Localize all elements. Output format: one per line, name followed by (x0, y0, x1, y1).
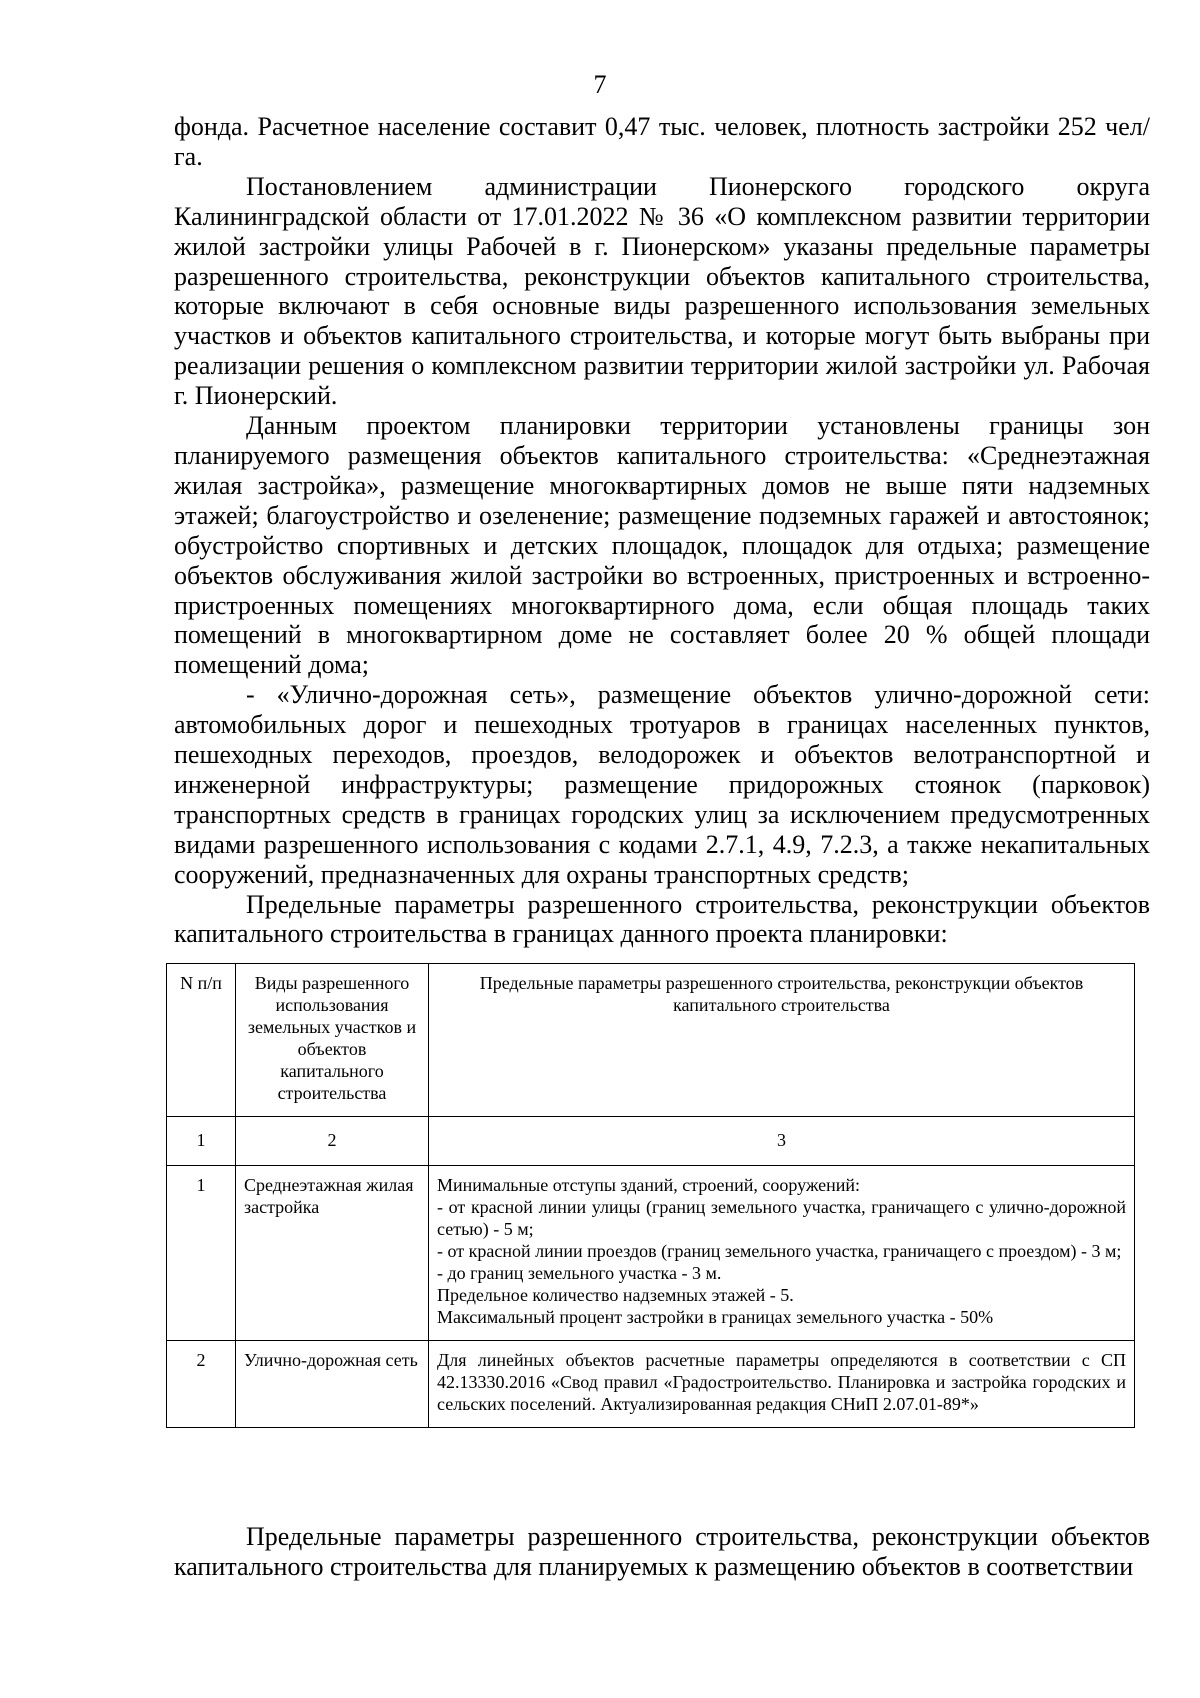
parameter-line: - от красной линии проездов (границ земельного участка, граничащего с проездом) - 3 м; (437, 1241, 1122, 1261)
header-use-type: Виды разрешенного использования земельных участков и объектов капитального строительства (236, 964, 429, 1117)
page-number: 7 (593, 70, 607, 99)
column-number-2: 2 (236, 1117, 429, 1166)
table-row (167, 1341, 1135, 1428)
parameter-line: Минимальные отступы зданий, строений, сооружений: (437, 1175, 861, 1195)
paragraph-table-intro: Предельные параметры разрешенного строительства, реконструкции объектов капитального строительства в границах данного проекта планировки: (174, 889, 1150, 949)
paragraph-resolution: Постановлением администрации Пионерского городского округа Калининградской области от 17.01.2022 № 36 «О комплексном развитии территории жилой застройки улицы Рабочей в г. Пионерском» указаны предельные параметры разрешенного строительства, реконструкции объектов капитального строительства, которые включают в себя основные виды разрешенного использования земельных участков и объектов капитального строительства, и которые могут быть выбраны при реализации решения о комплексном развитии территории жилой застройки ул. Рабочая г. Пионерский. (174, 171, 1150, 411)
row-use-type: Улично-дорожная сеть (236, 1341, 429, 1428)
header-number: N п/п (167, 964, 236, 1117)
table-column-numbers-row (167, 1117, 1135, 1166)
column-number-3: 3 (429, 1117, 1135, 1166)
paragraph-population: фонда. Расчетное население составит 0,47 тыс. человек, плотность застройки 252 чел/га. (174, 112, 1150, 171)
document-continuation (174, 1522, 1150, 1582)
parameters-table (166, 963, 1135, 1428)
parameter-line: - от красной линии улицы (границ земельного участка, граничащего с улично-дорожной сетью) - 5 м; (437, 1197, 1126, 1239)
row-parameters (429, 1166, 1135, 1341)
row-parameters (429, 1341, 1135, 1428)
table-row (167, 1166, 1135, 1341)
paragraph-bottom: Предельные параметры разрешенного строительства, реконструкции объектов капитального строительства для планируемых к размещению объектов в соответствии (174, 1522, 1150, 1581)
row-number: 2 (167, 1341, 236, 1428)
table-header-row (167, 964, 1135, 1117)
parameter-line: Предельное количество надземных этажей - 5. (437, 1285, 794, 1305)
parameter-line: Максимальный процент застройки в границах земельного участка - 50% (437, 1307, 994, 1327)
paragraph-road-network: - «Улично-дорожная сеть», размещение объектов улично-дорожной сети: автомобильных дорог и пешеходных тротуаров в границах населенных пунктов, пешеходных переходов, проездов, велодорожек и объектов велотранспортной и инженерной инфраструктуры; размещение придорожных стоянок (парковок) транспортных средств в границах городских улиц за исключением предусмотренных видами разрешенного использования с кодами 2.7.1, 4.9, 7.2.3, а также некапитальных сооружений, предназначенных для охраны транспортных средств; (174, 680, 1150, 889)
row-use-type: Среднеэтажная жилая застройка (236, 1166, 429, 1341)
header-parameters: Предельные параметры разрешенного строительства, реконструкции объектов капитального строительства (429, 964, 1135, 1117)
paragraph-zones: Данным проектом планировки территории установлены границы зон планируемого размещения объектов капитального строительства: «Среднеэтажная жилая застройка», размещение многоквартирных домов не выше пяти надземных этажей; благоустройство и озеленение; размещение подземных гаражей и автостоянок; обустройство спортивных и детских площадок, площадок для отдыха; размещение объектов обслуживания жилой застройки во встроенных, пристроенных и встроенно-пристроенных помещениях многоквартирного дома, если общая площадь таких помещений в многоквартирном доме не составляет более 20 % общей площади помещений дома; (174, 411, 1150, 680)
document-body (174, 112, 1150, 949)
column-number-1: 1 (167, 1117, 236, 1166)
parameter-line: - до границ земельного участка - 3 м. (437, 1263, 722, 1283)
row-number: 1 (167, 1166, 236, 1341)
parameter-line: Для линейных объектов расчетные параметры определяются в соответствии с СП 42.13330.2016 «Свод правил «Градостроительство. Планировка и застройка городских и сельских поселений. Актуализированная редакция СНиП 2.07.01-89*» (437, 1350, 1126, 1414)
